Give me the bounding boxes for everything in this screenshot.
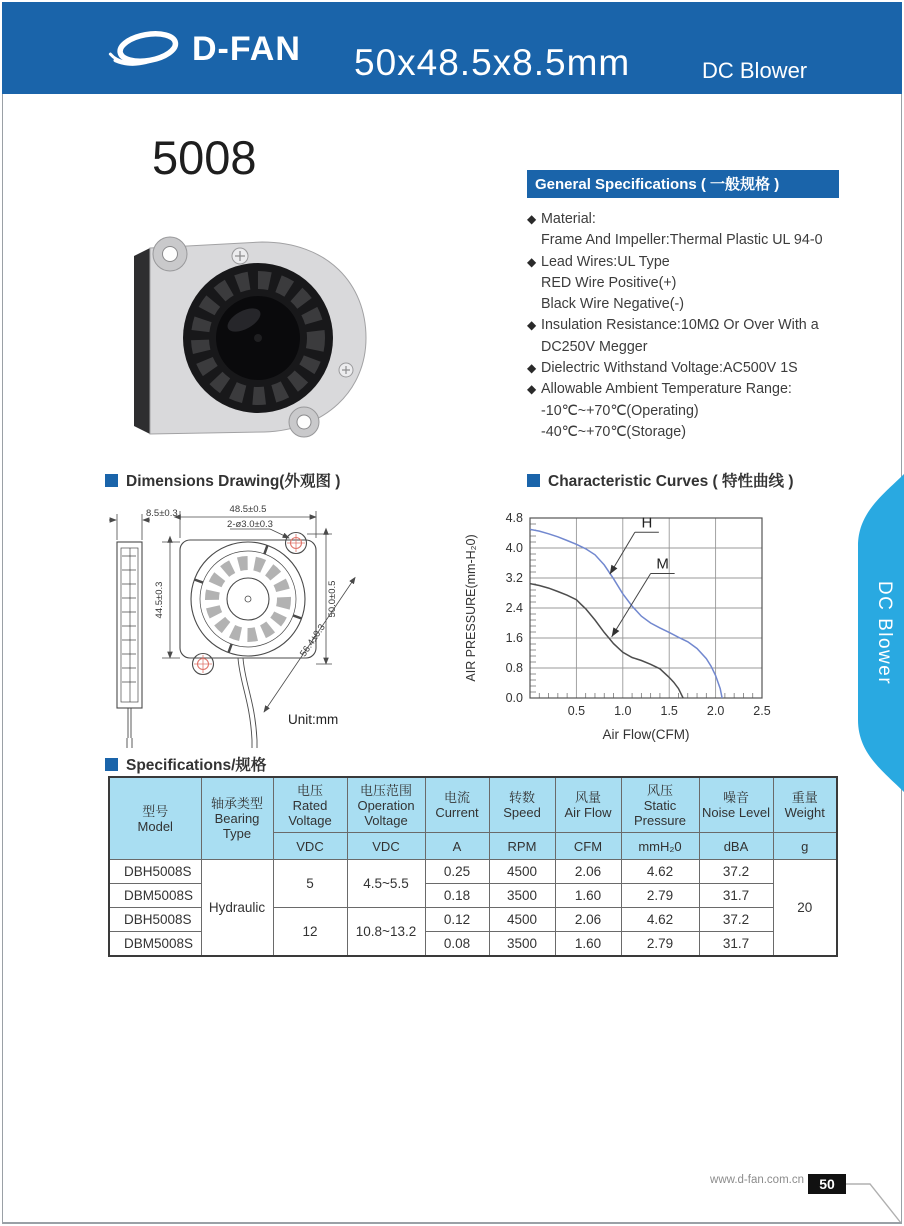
col-header-current: 电流 Current [425,777,489,833]
product-type-label: DC Blower [702,58,808,83]
brand-name: D-FAN [192,29,301,68]
spec-line: RED Wire Positive(+) [541,274,677,291]
unit-noise: dBA [699,833,773,860]
svg-text:2.5: 2.5 [753,704,771,718]
spec-line: -40℃~+70℃(Storage) [541,423,686,440]
svg-text:0.0: 0.0 [505,691,523,705]
spec-line: Black Wire Negative(-) [541,296,684,313]
unit-voltage: VDC [273,833,347,860]
bearing-type-cell: Hydraulic [201,860,273,957]
col-header-speed: 转数 Speed [489,777,555,833]
website-link[interactable]: www.d-fan.com.cn [710,1174,804,1186]
svg-text:AIR PRESSURE(mm-H₂0): AIR PRESSURE(mm-H₂0) [464,534,478,682]
blue-square-icon [105,474,118,487]
svg-text:1.0: 1.0 [614,704,632,718]
svg-text:4.0: 4.0 [505,541,523,555]
svg-text:0.5: 0.5 [567,704,586,718]
diamond-bullet-icon: ◆ [527,318,537,333]
product-photo [112,190,392,442]
diamond-bullet-icon: ◆ [527,361,537,376]
svg-text:3.2: 3.2 [505,571,523,585]
col-header-bearing: 轴承类型 Bearing Type [201,777,273,860]
size-title: 50x48.5x8.5mm [354,42,631,83]
col-header-voltage: 电压 Rated Voltage [273,777,347,833]
unit-range: VDC [347,833,425,860]
svg-text:0.8: 0.8 [505,661,523,675]
svg-text:2.4: 2.4 [505,601,523,615]
model-number: 5008 [152,131,257,184]
svg-text:4.8: 4.8 [505,511,523,525]
table-row: DBH5008S Hydraulic 5 4.5~5.5 0.25 4500 2.06 4.62 37.2 20 [109,860,837,884]
col-header-airflow: 风量 Air Flow [555,777,621,833]
spec-line: ◆ Material: [527,209,839,230]
spec-line: ◆ Lead Wires:UL Type [527,252,839,273]
blue-square-icon [527,474,540,487]
spec-line: ◆ Insulation Resistance:10MΩ Or Over With a [527,315,839,336]
diamond-bullet-icon: ◆ [527,212,537,226]
characteristic-curves-chart [462,498,794,752]
side-tab-label: DC Blower [874,580,895,686]
specifications-table [108,776,838,957]
dim-diagonal: 56.4±0.3 [298,622,328,659]
table-row: DBM5008S 0.08 3500 1.60 2.79 31.7 [109,932,837,957]
weight-cell: 20 [773,860,837,957]
page-number-block [806,1166,904,1226]
col-header-noise: 噪音 Noise Level [699,777,773,833]
col-header-range: 电压范围 Operation Voltage [347,777,425,833]
spec-line: ◆ Dielectric Withstand Voltage:AC500V 1S [527,358,839,379]
svg-text:Air Flow(CFM): Air Flow(CFM) [602,727,690,742]
unit-current: A [425,833,489,860]
dim-front-width: 48.5±0.5 [229,504,267,515]
header-banner [2,2,902,94]
general-specifications-title: General Specifications ( 一般规格 ) [527,170,839,198]
unit-airflow: CFM [555,833,621,860]
dim-height-outer: 50.0±0.5 [327,580,338,618]
blue-square-icon [105,758,118,771]
spec-line: -10℃~+70℃(Operating) [541,402,699,419]
col-header-pressure: 风压 Static Pressure [621,777,699,833]
col-header-model: 型号 Model [109,777,201,860]
svg-text:M: M [656,555,669,573]
fan-swoosh-logo-icon [106,28,184,70]
dimensions-drawing [100,496,480,758]
svg-text:2.0: 2.0 [706,704,725,718]
general-specifications-section [527,170,839,443]
unit-weight: g [773,833,837,860]
dim-side-width: 8.5±0.3 [146,508,178,519]
spec-line: ◆ Allowable Ambient Temperature Range: [527,379,839,400]
dimensions-drawing-title: Dimensions Drawing(外观图 ) [105,469,340,491]
page-number: 50 [819,1176,835,1192]
spec-line: Frame And Impeller:Thermal Plastic UL 94-0 [541,232,823,249]
spec-line: DC250V Megger [541,338,648,355]
svg-text:1.5: 1.5 [660,704,678,718]
col-header-weight: 重量 Weight [773,777,837,833]
unit-pressure: mmH₂0 [621,833,699,860]
unit-label: Unit:mm [288,712,339,727]
dim-holes: 2-ø3.0±0.3 [227,519,273,530]
general-specs-list [527,209,839,443]
table-row: DBM5008S 0.18 3500 1.60 2.79 31.7 [109,884,837,908]
specifications-title: Specifications/规格 [105,753,266,775]
table-row: DBH5008S 12 10.8~13.2 0.12 4500 2.06 4.62 37.2 [109,908,837,932]
unit-speed: RPM [489,833,555,860]
svg-text:H: H [641,514,653,532]
diamond-bullet-icon: ◆ [527,254,537,269]
brand-logo [106,28,301,70]
dim-height: 44.5±0.3 [154,581,165,619]
diamond-bullet-icon: ◆ [527,382,537,397]
characteristic-curves-title: Characteristic Curves ( 特性曲线 ) [527,469,794,491]
svg-text:1.6: 1.6 [505,631,523,645]
side-tab-dc-blower [850,468,904,798]
